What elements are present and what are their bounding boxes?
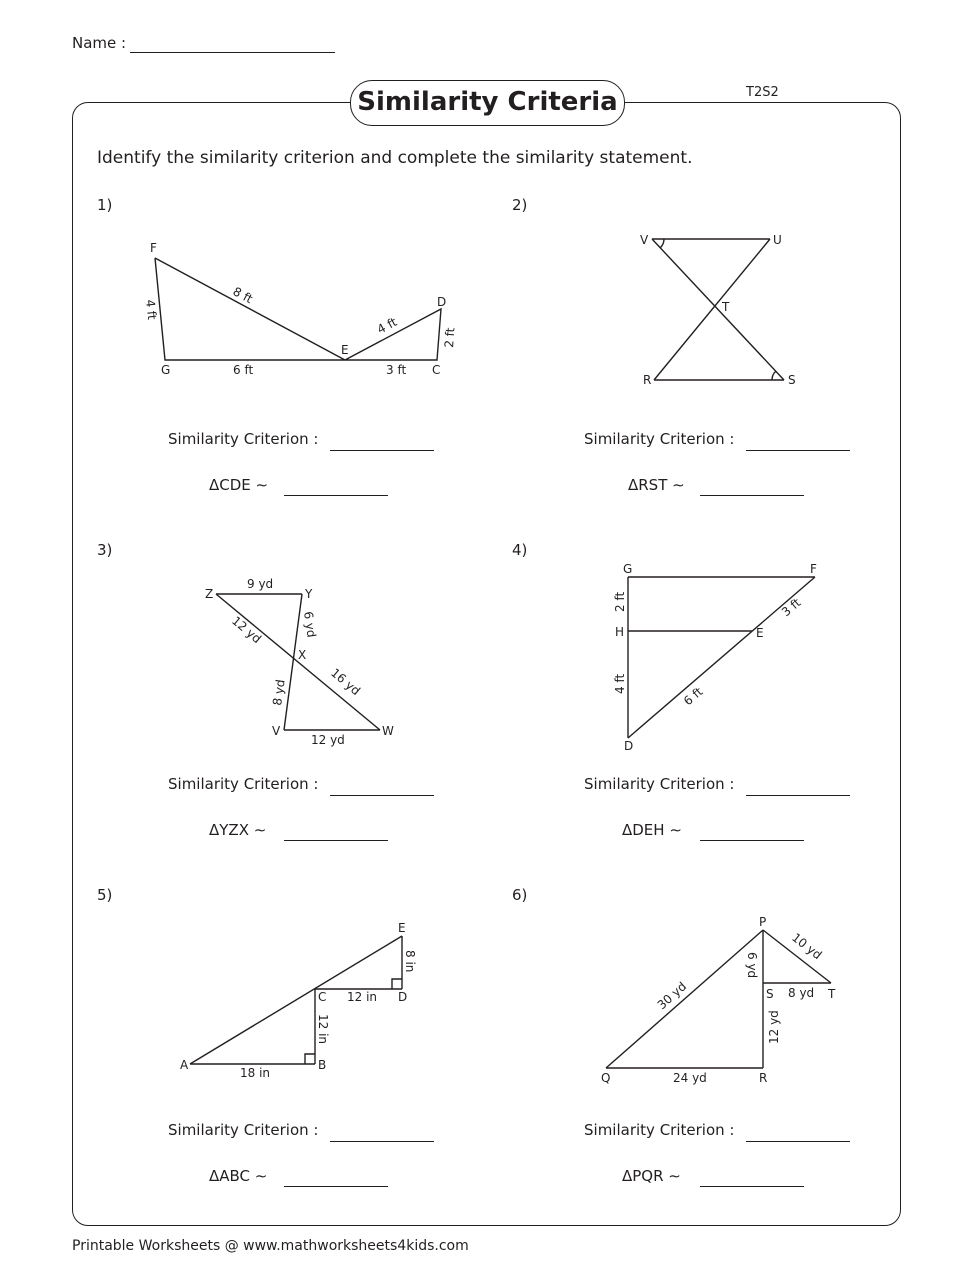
angle-mark-v [660,239,664,248]
criterion-label: Similarity Criterion : [584,1121,735,1139]
problem-number: 4) [512,541,528,559]
vertex-label: T [722,300,730,314]
vertex-label: W [382,724,394,738]
vertex-label: P [759,915,767,929]
figure-6 [601,915,836,1085]
side-measure: 16 yd [328,665,363,699]
criterion-label: Similarity Criterion : [584,430,735,448]
vertex-label: S [766,987,774,1001]
side-measure: 18 in [240,1066,271,1080]
side-measure: 12 in [316,1014,330,1045]
side-measure: 6 ft [233,363,254,377]
side-measure: 6 yd [301,610,319,639]
criterion-label: Similarity Criterion : [168,775,319,793]
vertex-label: R [643,373,652,387]
side-measure: 4 ft [143,298,160,321]
angle-mark-s [772,371,776,380]
similarity-statement: ΔABC ∼ [209,1167,268,1185]
triangle-fge [155,258,345,360]
vertex-label: A [180,1058,189,1072]
footer: Printable Worksheets @ www.mathworksheets4kids.com [72,1238,469,1254]
vertex-label: X [298,648,307,662]
side-measure: 4 ft [374,314,400,337]
vertex-label: T [828,987,836,1001]
instructions: Identify the similarity criterion and complete the similarity statement. [97,148,693,168]
similarity-statement: ΔDEH ∼ [622,821,682,839]
vertex-label: C [318,990,327,1004]
side-measure: 9 yd [247,577,274,591]
side-measure: 12 yd [311,733,345,747]
side-measure: 8 yd [270,678,288,707]
vertex-label: E [756,626,764,640]
side-measure: 6 yd [745,952,759,979]
vertex-label: F [810,562,817,576]
side-measure: 8 yd [788,986,815,1000]
segment-yv [284,594,302,730]
figure-3 [205,577,394,747]
criterion-label: Similarity Criterion : [584,775,735,793]
side-measure: 3 ft [386,363,407,377]
side-measure: 12 in [347,990,378,1004]
vertex-label: B [318,1058,327,1072]
similarity-statement: ΔPQR ∼ [622,1167,681,1185]
problem-number: 3) [97,541,113,559]
side-measure: 30 yd [654,979,690,1013]
similarity-statement: ΔRST ∼ [628,476,685,494]
side-measure: 4 ft [613,673,627,694]
problem-number: 5) [97,886,113,904]
vertex-label: V [272,724,281,738]
vertex-label: D [437,295,447,309]
similarity-statement: ΔCDE ∼ [209,476,269,494]
vertex-label: H [615,625,625,639]
vertex-label: S [788,373,796,387]
segment-zw [216,594,380,730]
problem-number: 6) [512,886,528,904]
criterion-label: Similarity Criterion : [168,430,319,448]
right-angle-mark-b [305,1054,315,1064]
vertex-label: F [150,241,157,255]
right-angle-mark-d [392,979,402,989]
figure-5 [180,921,417,1080]
problem-number: 1) [97,196,113,214]
vertex-label: Y [305,587,313,601]
vertex-label: G [161,363,171,377]
vertex-label: G [623,562,633,576]
figure-4 [613,562,817,753]
name-label: Name : [72,34,127,52]
vertex-label: D [398,990,408,1004]
vertex-label: E [398,921,406,935]
vertex-label: R [759,1071,768,1085]
side-measure: 8 ft [230,284,255,307]
problem-number: 2) [512,196,528,214]
vertex-label: Z [205,587,214,601]
vertex-label: Q [601,1071,611,1085]
side-measure: 2 ft [442,327,458,349]
vertex-label: V [640,233,649,247]
vertex-label: C [432,363,441,377]
vertex-label: D [624,739,634,753]
worksheet-code: T2S2 [746,85,779,100]
side-measure: 24 yd [673,1071,707,1085]
side-measure: 6 ft [680,684,706,709]
side-measure: 12 yd [767,1010,781,1044]
vertex-label: E [341,343,349,357]
side-measure: 12 yd [229,613,264,647]
page-title: Similarity Criteria [350,80,625,126]
figure-2 [640,233,796,387]
side-measure: 2 ft [613,591,627,612]
figure-1 [143,241,457,377]
side-measure: 8 in [403,950,417,973]
similarity-statement: ΔYZX ∼ [209,821,267,839]
vertex-label: U [773,233,782,247]
side-measure: 10 yd [789,930,825,963]
side-measure: 3 ft [778,595,804,620]
criterion-label: Similarity Criterion : [168,1121,319,1139]
segment-qp [606,930,763,1068]
